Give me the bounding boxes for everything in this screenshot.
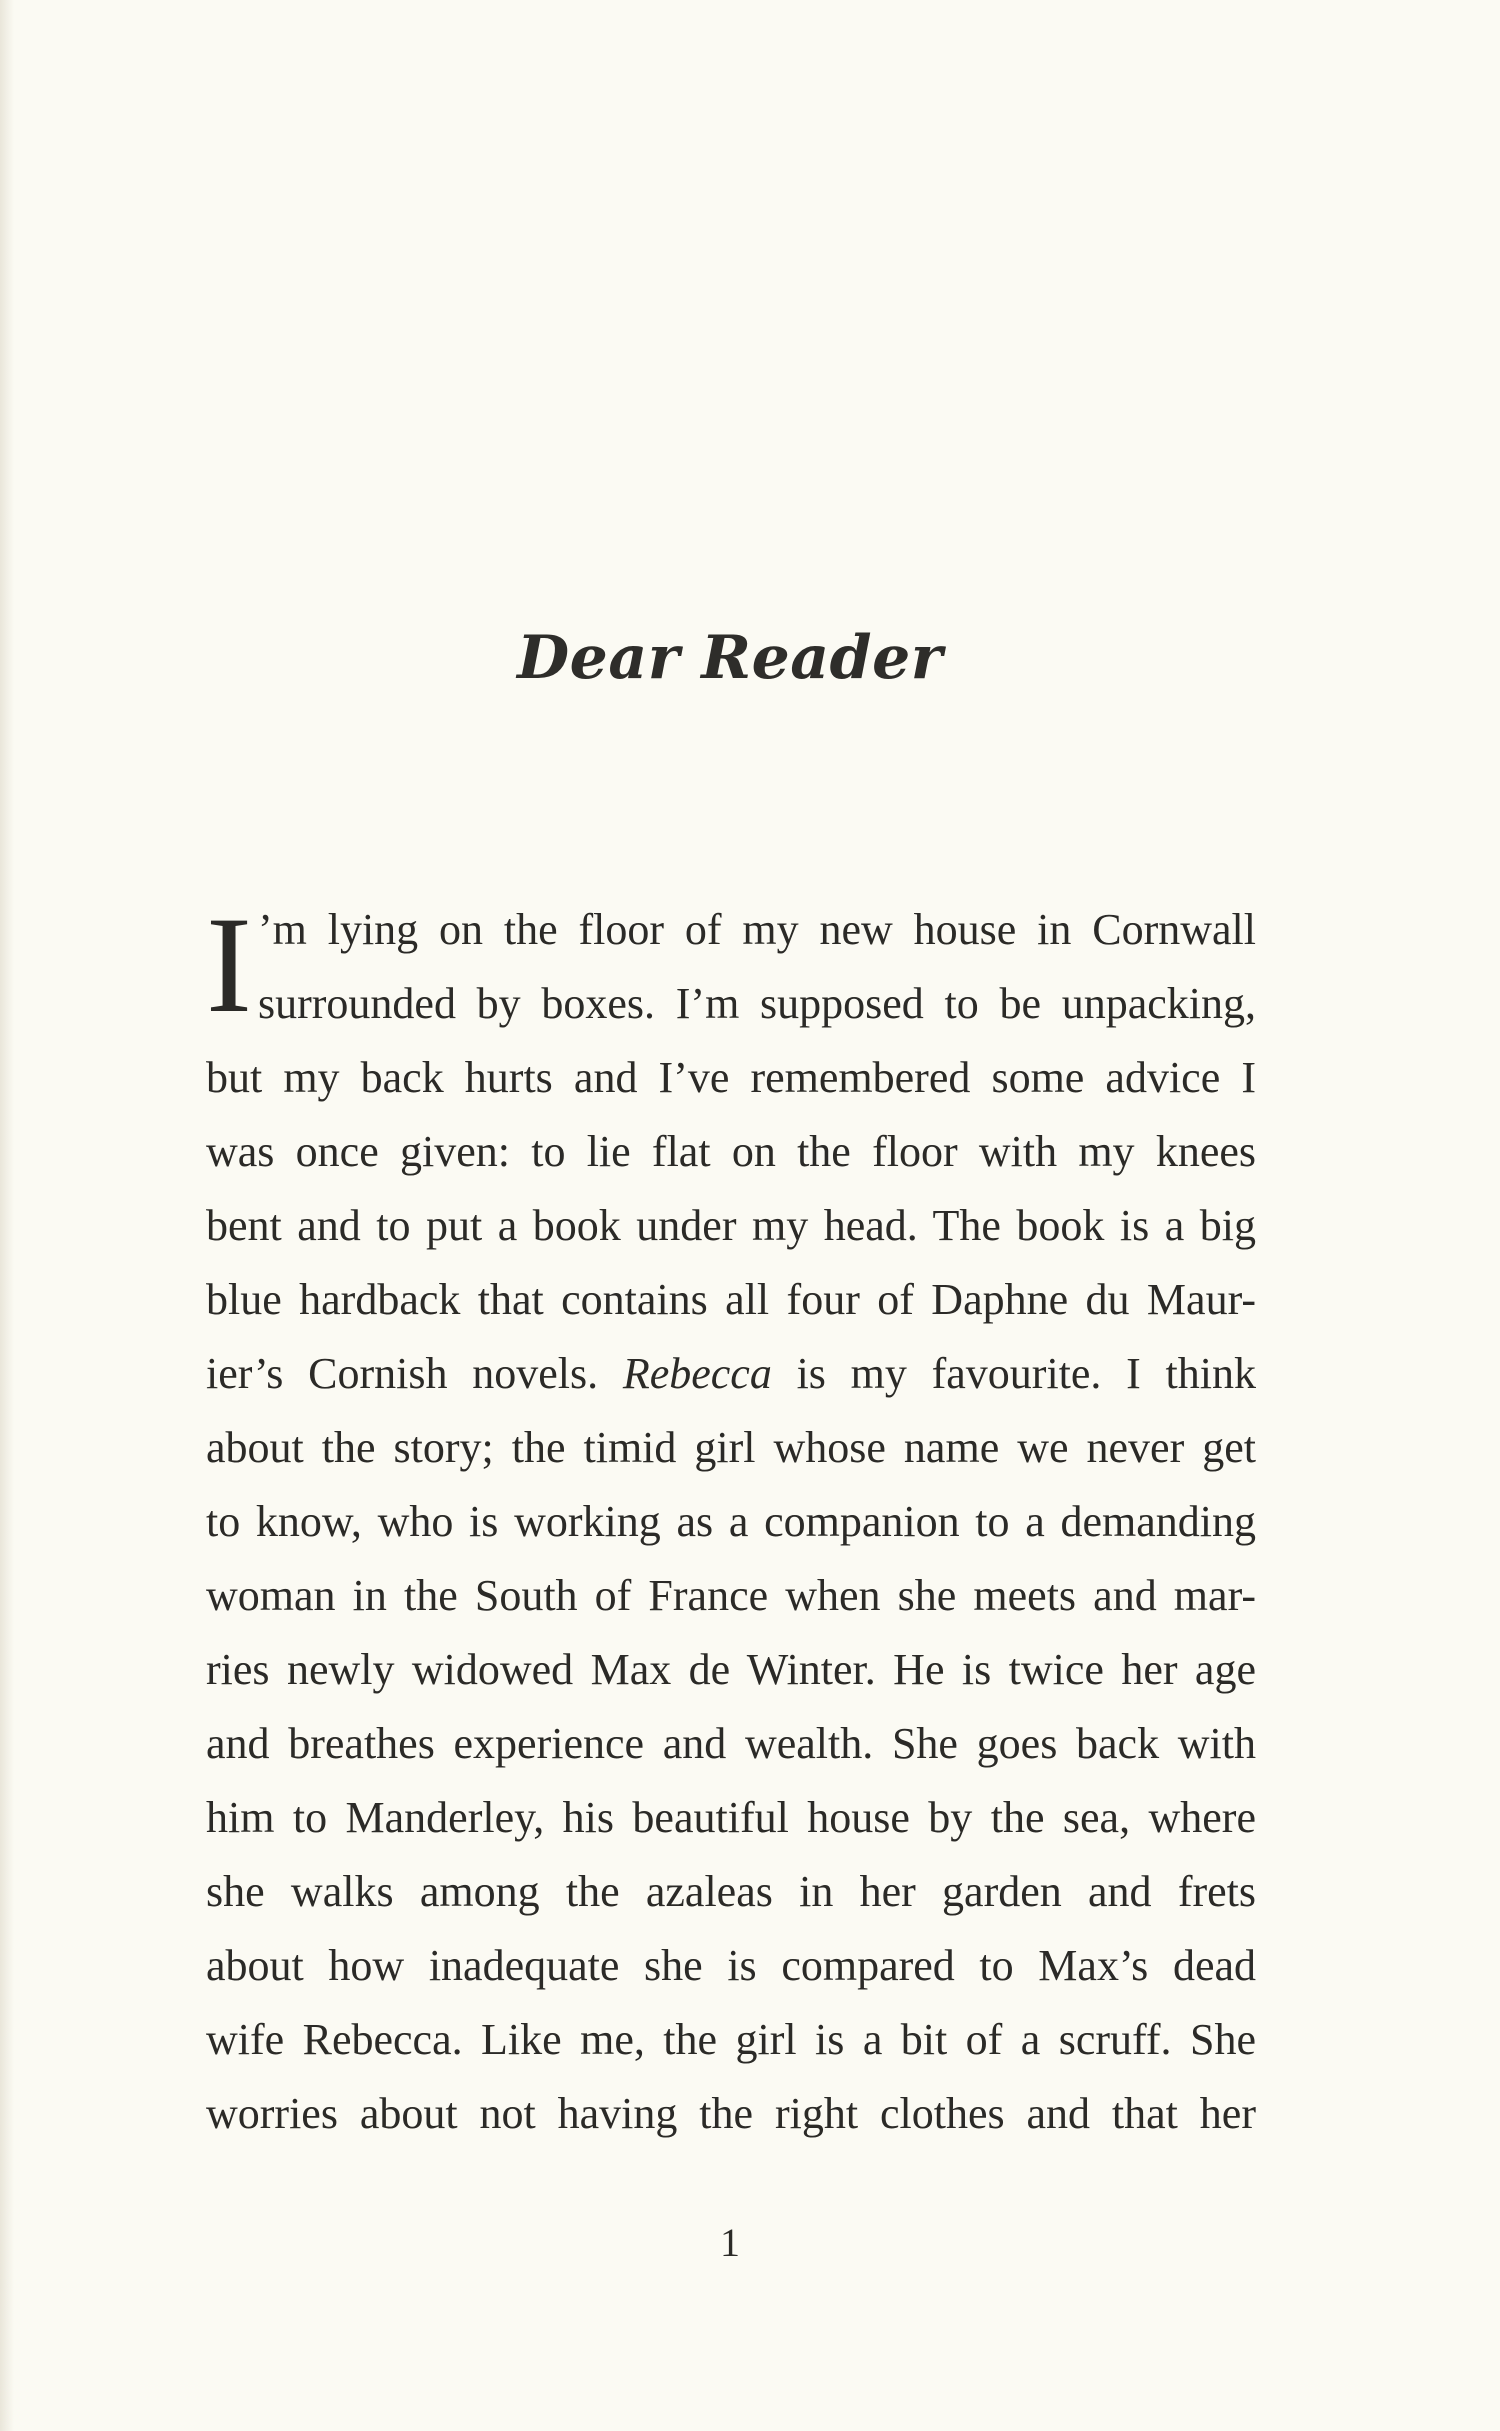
text-line: to know, who is working as a companion to a demanding [206,1497,1256,1546]
text-line: was once given: to lie flat on the floor with my knees [206,1127,1256,1176]
page-number: 1 [720,2220,740,2265]
text-line: wife Rebecca. Like me, the girl is a bit of a scruff. She [206,2015,1256,2064]
text-line: about how inadequate she is compared to Max’s dead [206,1941,1256,1990]
body-text [206,888,1256,2151]
text-fragment: ier’s Cornish novels. [206,1349,623,1398]
text-line: ’m lying on the floor of my new house in Cornwall [258,905,1256,954]
text-line: surrounded by boxes. I’m supposed to be unpacking, [258,979,1256,1028]
chapter-title: Dear Reader [517,623,943,694]
text-line: worries about not having the right clothes and that her [206,2089,1256,2138]
text-line: bent and to put a book under my head. The book is a big [206,1201,1256,1250]
drop-cap: I [206,888,252,1041]
text-line: but my back hurts and I’ve remembered some advice I [206,1053,1256,1102]
text-line: and breathes experience and wealth. She goes back with [206,1719,1256,1768]
text-line: she walks among the azaleas in her garden and frets [206,1867,1256,1916]
text-fragment: is my favourite. I think [771,1349,1256,1398]
opening-paragraph-start [206,888,1256,1041]
book-title-italic: Rebecca [622,1349,772,1398]
text-line: blue hardback that contains all four of Daphne du Maur- [206,1275,1256,1324]
text-line: woman in the South of France when she meets and mar- [206,1571,1256,1620]
text-line-with-italic [206,1337,1256,1411]
text-line: him to Manderley, his beautiful house by the sea, where [206,1793,1256,1842]
scan-shadow [0,0,14,2431]
text-line: ries newly widowed Max de Winter. He is twice her age [206,1645,1256,1694]
text-line: about the story; the timid girl whose name we never get [206,1423,1256,1472]
